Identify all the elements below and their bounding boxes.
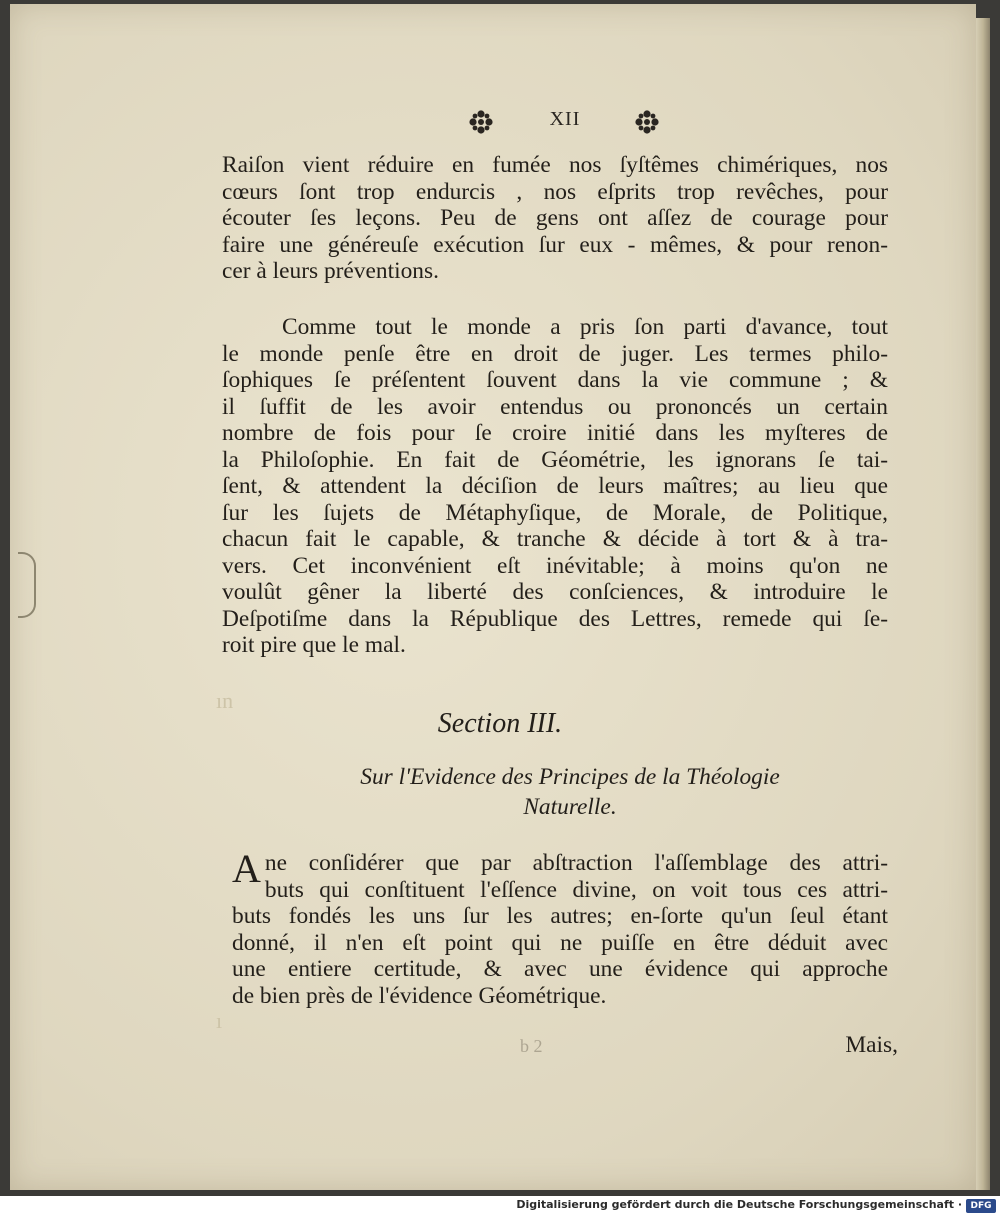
text-line: le monde penſe être en droit de juger. Les termes philo-	[222, 340, 888, 367]
text-line: cœurs ſont trop endurcis , nos eſprits trop revêches, pour	[222, 178, 888, 205]
book-page	[10, 4, 976, 1190]
text-line: ſophiques ſe préſentent ſouvent dans la vie commune ; &	[222, 367, 888, 393]
section-title: Section III.	[437, 708, 563, 739]
text-line: buts qui conſtituent l'eſſence divine, on voit tous ces attri-	[264, 876, 888, 903]
show-through-text: ı	[216, 1008, 223, 1033]
text-line: Deſpotiſme dans la République des Lettres, remede qui ſe-	[222, 605, 888, 632]
subtitle-line: Sur l'Evidence des Principes de la Théologie	[360, 764, 780, 790]
text-line: chacun fait le capable, & tranche & décide à tort & à tra-	[222, 526, 888, 552]
show-through-text: ın	[216, 688, 234, 713]
drop-capital: A	[232, 846, 261, 891]
page-edge	[976, 18, 990, 1190]
text-line: ſent, & attendent la déciſion de leurs maîtres; au lieu que	[222, 473, 888, 499]
text-line: Raiſon vient réduire en fumée nos ſyſtêmes chimériques, nos	[222, 152, 888, 178]
dfg-logo-icon: DFG	[966, 1199, 996, 1213]
digitization-footer	[0, 1196, 1000, 1218]
page-header	[450, 104, 690, 138]
text-line: nombre de fois pour ſe croire initié dans les myſteres de	[222, 420, 888, 446]
paragraph-judgment	[222, 314, 888, 659]
subtitle-line: Naturelle.	[523, 794, 617, 820]
fleuron-ornament-icon	[467, 108, 495, 136]
fleuron-ornament-icon	[633, 108, 661, 136]
paragraph-evidence	[232, 846, 888, 1009]
text-line: Comme tout le monde a pris ſon parti d'avance, tout	[282, 314, 888, 340]
text-line: une entiere certitude, & avec une évidence qui approche	[232, 956, 888, 982]
funding-credit: Digitalisierung gefördert durch die Deutsche Forschungsgemeinschaft ·	[516, 1198, 962, 1211]
signature-mark: b 2	[520, 1036, 543, 1056]
text-line: vers. Cet inconvénient eſt inévitable; à moins qu'on ne	[222, 552, 888, 579]
paragraph-continuation	[222, 152, 888, 285]
text-line: ne conſidérer que par abſtraction l'aſſemblage des attri-	[264, 850, 888, 876]
text-line: buts fondés les uns ſur les autres; en-ſorte qu'un ſeul étant	[232, 903, 888, 929]
text-line: voulût gêner la liberté des conſciences, & introduire le	[222, 579, 888, 605]
catchword: Mais,	[845, 1032, 898, 1058]
text-line: la Philoſophie. En fait de Géométrie, les ignorans ſe tai-	[222, 446, 888, 473]
text-line: donné, il n'en eſt point qui ne puiſſe en être déduit avec	[232, 929, 888, 956]
text-line: faire une généreuſe exécution ſur eux - mêmes, & pour renon-	[222, 231, 888, 258]
text-line: ſur les ſujets de Métaphyſique, de Morale, de Politique,	[222, 499, 888, 526]
page-clip-mark	[18, 552, 36, 618]
text-line: cer à leurs préventions.	[222, 258, 439, 284]
text-line: écouter ſes leçons. Peu de gens ont aſſez de courage pour	[222, 205, 888, 231]
text-line: roit pire que le mal.	[222, 632, 406, 658]
text-line: il ſuffit de les avoir entendus ou prononcés un certain	[222, 393, 888, 420]
section-subtitle	[240, 762, 900, 822]
page-number: XII	[549, 108, 581, 130]
text-line: de bien près de l'évidence Géométrique.	[232, 982, 607, 1009]
